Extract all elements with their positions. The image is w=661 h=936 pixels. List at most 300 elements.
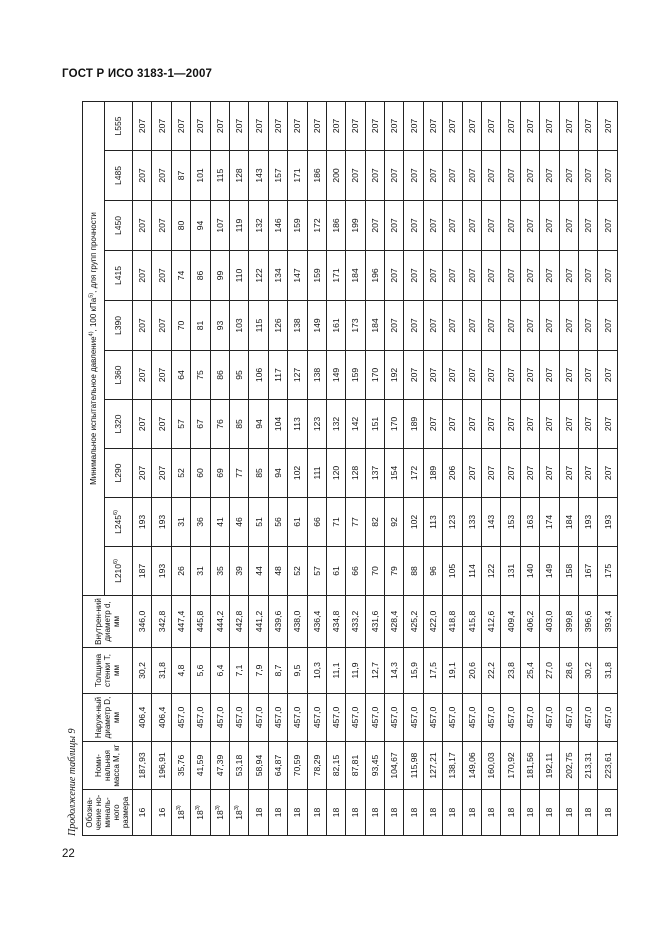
cell-value: 85 [253, 468, 264, 478]
cell-value: 18 [602, 807, 613, 818]
table-cell [249, 102, 268, 151]
cell-value: 101 [195, 168, 206, 183]
cell-value: 207 [505, 218, 516, 233]
cell-value: 207 [602, 118, 613, 134]
cell-value: 207 [447, 367, 458, 383]
table-cell [404, 201, 423, 251]
table-cell [385, 596, 404, 648]
table-cell [578, 151, 597, 201]
table-cell [133, 400, 152, 449]
cell-value: 117 [272, 368, 283, 382]
cell-value: 184 [369, 318, 380, 333]
cell-value: 207 [369, 168, 380, 183]
cell-value: 86 [195, 270, 206, 281]
table-cell [443, 102, 462, 151]
table-cell [288, 102, 307, 151]
grade-label: L360 [113, 365, 123, 385]
cell-value: 207 [466, 416, 477, 432]
cell-value: 457,0 [350, 706, 361, 729]
cell-value: 85 [234, 419, 245, 429]
table-cell [191, 648, 210, 694]
cell-value: 207 [525, 465, 535, 481]
cell-value: 422,0 [428, 610, 439, 633]
table-cell [462, 648, 481, 694]
cell-value: 207 [428, 268, 439, 283]
table-cell [520, 301, 539, 351]
table-cell [520, 151, 539, 201]
cell-value: 102 [292, 465, 303, 481]
table-cell [229, 400, 248, 449]
cell-value: 457,0 [214, 706, 225, 729]
cell-value: 57 [175, 419, 186, 429]
table-cell [520, 351, 539, 400]
table-cell [249, 449, 268, 498]
cell-value: 18 [175, 810, 186, 820]
cell-value: 207 [175, 118, 186, 134]
table-cell [249, 301, 268, 351]
cell-value: 207 [447, 218, 458, 233]
cell-value: 207 [525, 168, 535, 183]
cell-value: 56 [272, 517, 283, 527]
table-cell [559, 498, 578, 547]
table-cell [540, 648, 559, 694]
cell-value: 207 [137, 218, 148, 233]
table-cell [229, 694, 248, 742]
cell-value: 207 [602, 416, 613, 432]
cell-value: 207 [428, 168, 439, 183]
table-cell [559, 400, 578, 449]
cell-value: 207 [583, 218, 594, 233]
cell-value: 163 [525, 514, 535, 530]
cell-value: 418,8 [447, 610, 458, 633]
table-cell [152, 400, 171, 449]
table-cell [404, 547, 423, 596]
cell-value: 193 [156, 563, 167, 579]
header-inner-diameter: Внутрен-ний диаметр d, мм [83, 596, 133, 648]
cell-value: 119 [234, 218, 245, 233]
table-cell [598, 547, 617, 596]
cell-value: 207 [486, 118, 497, 134]
header-grade [105, 102, 133, 151]
cell-value: 207 [234, 118, 245, 134]
table-cell [191, 449, 210, 498]
cell-value: 9,5 [292, 664, 303, 677]
table-cell [268, 301, 287, 351]
table-cell [326, 351, 345, 400]
cell-value: 207 [583, 416, 594, 432]
cell-value: 207 [583, 318, 594, 333]
table-cell [191, 547, 210, 596]
cell-value: 14,3 [389, 662, 400, 679]
table-cell [578, 201, 597, 251]
cell-value: 122 [486, 563, 497, 579]
table-cell [462, 400, 481, 449]
cell-value: 447,4 [175, 610, 186, 633]
cell-value: 207 [137, 465, 148, 481]
table-cell [268, 400, 287, 449]
table-cell [229, 790, 248, 836]
header-grade [105, 251, 133, 301]
cell-value: 193 [156, 514, 167, 530]
table-cell [559, 201, 578, 251]
cell-value: 457,0 [175, 706, 186, 729]
cell-value: 105 [447, 563, 458, 579]
header-grade [105, 351, 133, 400]
table-cell [249, 694, 268, 742]
table-cell [501, 449, 520, 498]
table-cell [307, 596, 326, 648]
table-cell [191, 742, 210, 790]
table-cell [404, 498, 423, 547]
cell-value: 207 [447, 118, 458, 134]
cell-value: 207 [563, 416, 574, 432]
cell-value: 207 [486, 367, 497, 383]
cell-value: 207 [428, 118, 439, 134]
table-cell [482, 498, 501, 547]
table-cell [385, 102, 404, 151]
data-table [82, 101, 618, 836]
cell-value: 207 [466, 367, 477, 383]
table-cell [210, 351, 229, 400]
table-cell [152, 648, 171, 694]
table-cell [540, 694, 559, 742]
cell-value: 434,8 [331, 610, 342, 633]
cell-value: 41 [214, 517, 225, 527]
table-cell [598, 648, 617, 694]
cell-value: 207 [156, 367, 167, 383]
table-cell [307, 351, 326, 400]
cell-value: 207 [563, 118, 574, 134]
cell-value: 457,0 [311, 706, 322, 729]
table-cell [501, 400, 520, 449]
cell-value: 123 [311, 416, 322, 432]
cell-value: 23,8 [505, 662, 516, 679]
cell-value: 18 [563, 807, 574, 818]
cell-value: 76 [214, 419, 225, 429]
table-cell [578, 301, 597, 351]
table-cell [133, 151, 152, 201]
cell-value: 61 [292, 517, 303, 527]
table-cell [501, 648, 520, 694]
cell-value: 12,7 [369, 662, 380, 679]
header-grade [105, 301, 133, 351]
designation-footnote: 3) [234, 805, 241, 811]
cell-value: 18 [195, 810, 206, 820]
cell-value: 128 [234, 168, 245, 183]
table-cell [443, 790, 462, 836]
table-cell [152, 251, 171, 301]
table-cell [365, 102, 384, 151]
table-cell [210, 201, 229, 251]
table-cell [152, 151, 171, 201]
cell-value: 193 [583, 514, 594, 530]
cell-value: 207 [447, 268, 458, 283]
table-row [501, 102, 520, 836]
cell-value: 16 [156, 807, 167, 818]
data-table-wrapper [82, 102, 613, 836]
table-cell [423, 201, 442, 251]
table-cell [559, 742, 578, 790]
cell-value: 457,0 [234, 706, 245, 729]
table-cell [578, 498, 597, 547]
cell-value: 18 [389, 807, 400, 818]
cell-value: 67 [195, 419, 206, 429]
table-cell [307, 201, 326, 251]
cell-value: 87 [175, 170, 186, 181]
cell-value: 207 [486, 318, 497, 333]
table-cell [365, 201, 384, 251]
pressure-group-unit: , 100 кПа [89, 297, 98, 332]
cell-value: 207 [447, 168, 458, 183]
cell-value: 70 [175, 320, 186, 331]
cell-value: 7,1 [234, 664, 245, 677]
table-cell [404, 351, 423, 400]
cell-value: 207 [486, 465, 497, 481]
cell-value: 207 [525, 268, 535, 283]
cell-value: 44 [253, 566, 264, 576]
table-cell [598, 351, 617, 400]
table-cell [462, 301, 481, 351]
table-cell [559, 301, 578, 351]
grade-label: L290 [113, 463, 123, 483]
cell-value: 457,0 [428, 706, 439, 729]
cell-value: 111 [311, 466, 322, 480]
table-cell [501, 201, 520, 251]
cell-value: 18 [369, 807, 380, 818]
table-cell [559, 351, 578, 400]
table-cell [307, 301, 326, 351]
cell-value: 207 [544, 118, 555, 134]
cell-value: 58,94 [253, 754, 264, 777]
cell-value: 31,8 [156, 662, 167, 679]
table-cell [578, 400, 597, 449]
table-cell [540, 102, 559, 151]
cell-value: 18 [234, 810, 245, 820]
table-cell [385, 694, 404, 742]
cell-value: 457,0 [544, 706, 555, 729]
table-cell [365, 596, 384, 648]
grade-label: L390 [113, 316, 123, 335]
table-cell [249, 400, 268, 449]
table-cell [598, 498, 617, 547]
cell-value: 207 [563, 218, 574, 233]
cell-value: 409,4 [505, 610, 516, 633]
cell-value: 82,15 [331, 754, 342, 777]
table-cell [482, 449, 501, 498]
cell-value: 207 [525, 318, 535, 333]
cell-value: 78,29 [311, 754, 322, 777]
cell-value: 82 [369, 517, 380, 527]
grade-label: L320 [113, 414, 123, 434]
table-cell [598, 400, 617, 449]
cell-value: 207 [505, 168, 516, 183]
cell-value: 187 [137, 563, 148, 579]
table-cell [249, 201, 268, 251]
table-cell [482, 201, 501, 251]
table-row [307, 102, 326, 836]
cell-value: 31,8 [602, 662, 613, 679]
cell-value: 143 [253, 168, 264, 183]
table-cell [268, 547, 287, 596]
table-row [482, 102, 501, 836]
header-outer-diameter: Наруж-ный диаметр D, мм [83, 694, 133, 742]
cell-value: 457,0 [583, 706, 594, 729]
table-cell [385, 742, 404, 790]
cell-value: 207 [486, 416, 497, 432]
cell-value: 207 [525, 416, 535, 432]
table-cell [404, 301, 423, 351]
cell-value: 207 [544, 168, 555, 183]
cell-value: 457,0 [486, 706, 497, 729]
table-cell [385, 151, 404, 201]
cell-value: 18 [331, 807, 342, 818]
cell-value: 207 [408, 367, 419, 383]
table-cell [307, 151, 326, 201]
cell-value: 18 [311, 807, 322, 818]
table-cell [171, 449, 190, 498]
cell-value: 18 [447, 807, 458, 818]
table-cell [152, 742, 171, 790]
table-cell [598, 596, 617, 648]
table-cell [210, 790, 229, 836]
table-cell [385, 648, 404, 694]
table-cell [133, 301, 152, 351]
table-cell [210, 400, 229, 449]
cell-value: 92 [389, 517, 400, 527]
table-cell [501, 351, 520, 400]
cell-value: 11,9 [350, 662, 361, 679]
table-cell [578, 449, 597, 498]
table-cell [133, 449, 152, 498]
table-cell [171, 301, 190, 351]
cell-value: 147 [292, 268, 303, 283]
table-cell [171, 151, 190, 201]
table-row [249, 102, 268, 836]
table-cell [346, 351, 365, 400]
cell-value: 223,61 [602, 752, 613, 779]
table-cell [404, 742, 423, 790]
cell-value: 174 [544, 514, 555, 530]
table-cell [346, 742, 365, 790]
cell-value: 193 [602, 514, 613, 530]
table-cell [346, 449, 365, 498]
table-cell [404, 449, 423, 498]
cell-value: 207 [389, 318, 400, 333]
cell-value: 96 [428, 566, 439, 576]
cell-value: 457,0 [331, 706, 342, 729]
table-cell [210, 648, 229, 694]
table-cell [385, 449, 404, 498]
cell-value: 131 [505, 563, 516, 579]
cell-value: 47,39 [214, 754, 225, 777]
table-cell [423, 547, 442, 596]
table-cell [307, 547, 326, 596]
table-cell [501, 596, 520, 648]
table-cell [520, 400, 539, 449]
table-cell [462, 201, 481, 251]
table-cell [210, 449, 229, 498]
table-cell [171, 400, 190, 449]
cell-value: 64 [175, 370, 186, 380]
cell-value: 115 [253, 318, 264, 333]
grade-label: L210 [113, 563, 123, 583]
table-cell [307, 498, 326, 547]
cell-value: 207 [466, 268, 477, 283]
cell-value: 104 [272, 416, 283, 432]
table-cell [462, 498, 481, 547]
table-cell [171, 596, 190, 648]
table-cell [326, 449, 345, 498]
cell-value: 18 [428, 807, 439, 818]
cell-value: 18 [253, 807, 264, 818]
header-grade [105, 547, 133, 596]
cell-value: 207 [389, 118, 400, 134]
grade-label: L245 [113, 514, 123, 534]
cell-value: 128 [350, 465, 361, 481]
cell-value: 457,0 [272, 706, 283, 729]
table-cell [191, 400, 210, 449]
header-grade [105, 201, 133, 251]
table-cell [385, 400, 404, 449]
cell-value: 39 [234, 566, 245, 576]
table-cell [443, 151, 462, 201]
table-cell [559, 449, 578, 498]
cell-value: 74 [175, 270, 186, 281]
cell-value: 172 [408, 465, 419, 481]
table-cell [598, 201, 617, 251]
table-cell [249, 351, 268, 400]
table-cell [598, 790, 617, 836]
cell-value: 207 [466, 318, 477, 333]
table-cell [346, 596, 365, 648]
cell-value: 207 [505, 318, 516, 333]
table-cell [346, 301, 365, 351]
cell-value: 30,2 [137, 662, 148, 679]
cell-value: 46 [234, 517, 245, 527]
table-cell [249, 251, 268, 301]
cell-value: 445,8 [195, 610, 206, 633]
cell-value: 70,59 [292, 754, 303, 777]
cell-value: 52 [292, 566, 303, 576]
table-cell [152, 547, 171, 596]
cell-value: 167 [583, 563, 594, 579]
cell-value: 438,0 [292, 610, 303, 633]
cell-value: 207 [505, 367, 516, 383]
table-cell [423, 301, 442, 351]
cell-value: 171 [292, 168, 303, 183]
table-cell [326, 251, 345, 301]
table-cell [578, 102, 597, 151]
cell-value: 26 [175, 566, 186, 576]
table-cell [501, 498, 520, 547]
table-cell [501, 251, 520, 301]
table-cell [229, 251, 248, 301]
cell-value: 207 [505, 416, 516, 432]
table-cell [540, 400, 559, 449]
table-cell [268, 648, 287, 694]
cell-value: 7,9 [253, 664, 264, 677]
table-cell [346, 694, 365, 742]
cell-value: 457,0 [369, 706, 380, 729]
cell-value: 93 [214, 320, 225, 331]
cell-value: 207 [389, 218, 400, 233]
table-cell [423, 351, 442, 400]
table-cell [171, 102, 190, 151]
cell-value: 75 [195, 370, 206, 380]
table-cell [443, 400, 462, 449]
cell-value: 31 [195, 566, 206, 576]
table-cell [152, 201, 171, 251]
